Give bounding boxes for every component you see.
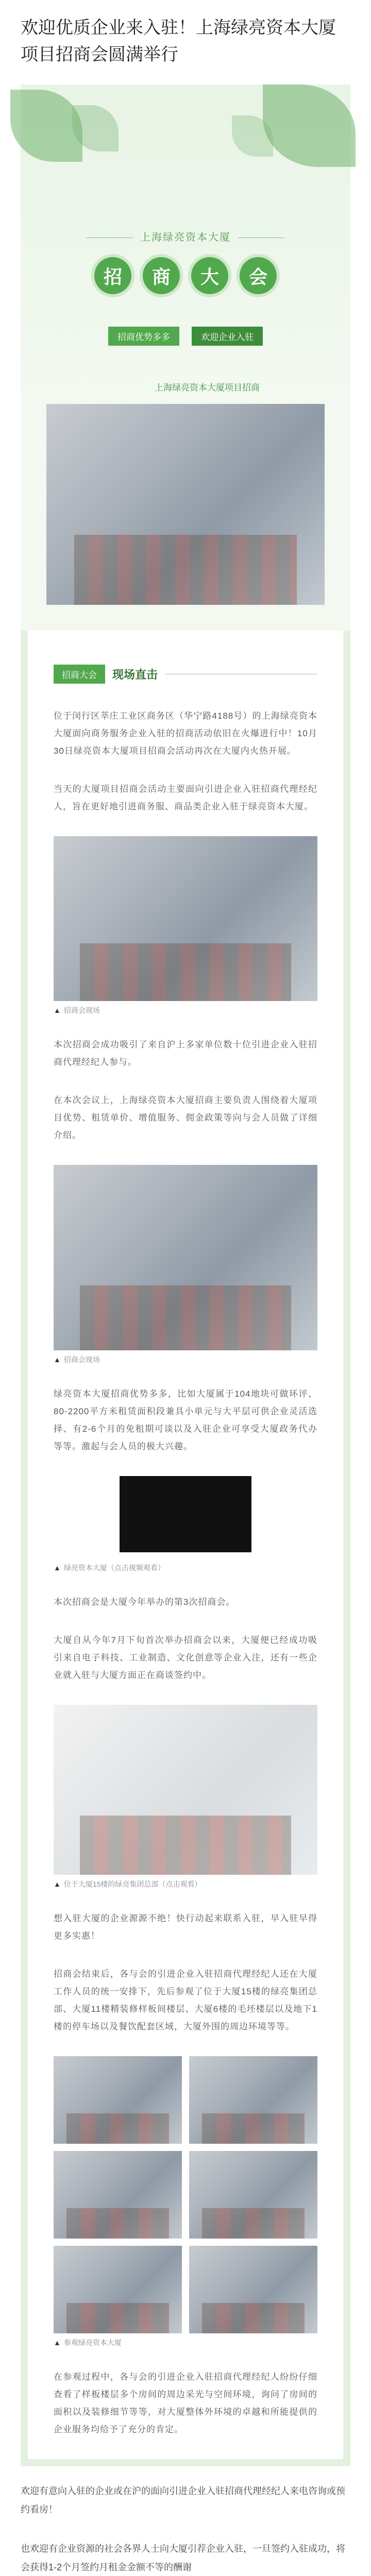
- caption-triangle-icon: ▲: [54, 1880, 61, 1888]
- image-caption: ▲ 招商会现场: [54, 1355, 100, 1364]
- leaf-decoration: [10, 90, 82, 162]
- banner-tag: 欢迎企业入驻: [192, 327, 263, 346]
- footer-paragraph: 也欢迎有企业资源的社会各界人士向大厦引荐企业入驻，一旦签约入驻成功，将会获得1-2个月签约月租金金额不等的酬谢: [21, 2544, 345, 2572]
- article-title: 欢迎优质企业来入驻！上海绿亮资本大厦项目招商会圆满举行: [21, 18, 336, 64]
- footer-paragraph: 欢迎有意向入驻的企业或在沪的面向引进企业入驻招商代理经纪人来电咨询或预约看房！: [21, 2486, 345, 2515]
- tour-photo[interactable]: [189, 2246, 317, 2333]
- paragraph: 想入驻大厦的企业源源不绝！快行动起来联系入驻，早入驻早得更多实惠！: [54, 1913, 317, 1941]
- paragraph: 大厦自从今年7月下旬首次举办招商会以来，大厦便已经成功吸引来自电子科技、工业制造、文化创意等企业入注，还有一些企业就入驻与大厦方面正在商谈签约中。: [54, 1635, 317, 1680]
- tour-photo[interactable]: [189, 2151, 317, 2239]
- article-header: [0, 0, 371, 78]
- hero-caption: 上海绿亮资本大厦项目招商: [155, 383, 260, 393]
- hero-photo[interactable]: [46, 404, 325, 605]
- caption-triangle-icon: ▲: [54, 1006, 61, 1014]
- image-caption: ▲ 位于大厦15楼的绿亮集团总部（点击观看）: [54, 1880, 202, 1888]
- section-header: [54, 665, 317, 684]
- paragraph: 当天的大厦项目招商会活动主要面向引进企业入驻招商代理经纪人，旨在更好地引进商务服、商品类企业入驻于绿亮资本大厦。: [54, 784, 317, 811]
- caption-triangle-icon: ▲: [54, 2338, 61, 2347]
- section-pill: 招商大会: [54, 665, 105, 684]
- image-caption: ▲ 参观绿亮资本大厦: [54, 2338, 122, 2347]
- paragraph: 本次招商会是大厦今年举办的第3次招商会。: [54, 1597, 235, 1607]
- tour-photo[interactable]: [54, 2056, 182, 2144]
- tour-photo-grid: [54, 2056, 317, 2333]
- video-player[interactable]: [120, 1476, 251, 1552]
- caption-triangle-icon: ▲: [54, 1355, 61, 1364]
- banner-tag: 招商优势多多: [108, 327, 179, 346]
- paragraph: 招商会结束后，各与会的引进企业入驻招商代理经纪人还在大厦工作人员的统一安排下，先后参观了位于大厦15楼的绿亮集团总部、大厦11楼精装修样板间楼层、大厦6楼的毛坯楼层以及地下1楼的停车场以及餐饮配套区域，大厦外围的周边环境等等。: [54, 1969, 317, 2031]
- speaker-photo[interactable]: [54, 1165, 317, 1350]
- banner-char: 会: [240, 257, 277, 294]
- banner-subtitle: 上海绿亮资本大厦: [21, 229, 350, 244]
- caption-triangle-icon: ▲: [54, 1564, 61, 1572]
- banner-char: 招: [94, 257, 131, 294]
- image-caption: ▲ 招商会现场: [54, 1006, 100, 1014]
- tour-photo[interactable]: [54, 2151, 182, 2239]
- paragraph: 位于闵行区莘庄工业区商务区（华宁路4188号）的上海绿亮资本大厦面向商务服务企业入驻的招商活动依旧在火爆进行中！10月30日绿亮资本大厦项目招商会活动再次在大厦内火热开展。: [54, 711, 317, 756]
- meeting-photo[interactable]: [54, 836, 317, 1001]
- footer-text: [0, 2466, 371, 2576]
- banner-char: 大: [191, 257, 228, 294]
- paragraph: 在参观过程中，各与会的引进企业入驻招商代理经纪人纷纷仔细查看了样板楼层多个房间的周边采光与空间环境，询问了房间的面积以及装修细节等等，对大厦整体外环境的卓越和所能提供的企业服务均给予了充分的肯定。: [54, 2372, 317, 2434]
- tour-photo[interactable]: [54, 2246, 182, 2333]
- paragraph: 本次招商会成功吸引了来自沪上多家单位数十位引进企业入驻招商代理经纪人参与。: [54, 1040, 317, 1067]
- header-banner: [21, 84, 350, 404]
- image-caption: ▲ 绿亮资本大厦（点击视频观看）: [54, 1564, 165, 1572]
- tour-photo[interactable]: [189, 2056, 317, 2144]
- paragraph: 绿亮资本大厦招商优势多多，比如大厦属于104地块可做环评、80-2200平方米租赁面积段兼具小单元与大平层可供企业灵活选择、有2-6个月的免租期可谈以及入驻企业可享受大厦政务代办等等。激起与会人员的极大兴趣。: [54, 1389, 317, 1451]
- article-content: [21, 631, 350, 2466]
- banner-title: [21, 257, 350, 294]
- hero-section: [21, 404, 350, 631]
- paragraph: 在本次会议上，上海绿亮资本大厦招商主要负责人围绕着大厦项目优势、租赁单价、增值服务、佣金政策等向与会人员做了详细介绍。: [54, 1095, 317, 1140]
- banner-tags: [52, 327, 319, 346]
- section-name: 现场直击: [112, 668, 158, 681]
- banner-char: 商: [143, 257, 180, 294]
- leaf-decoration: [263, 84, 356, 167]
- lobby-photo[interactable]: [54, 1705, 317, 1875]
